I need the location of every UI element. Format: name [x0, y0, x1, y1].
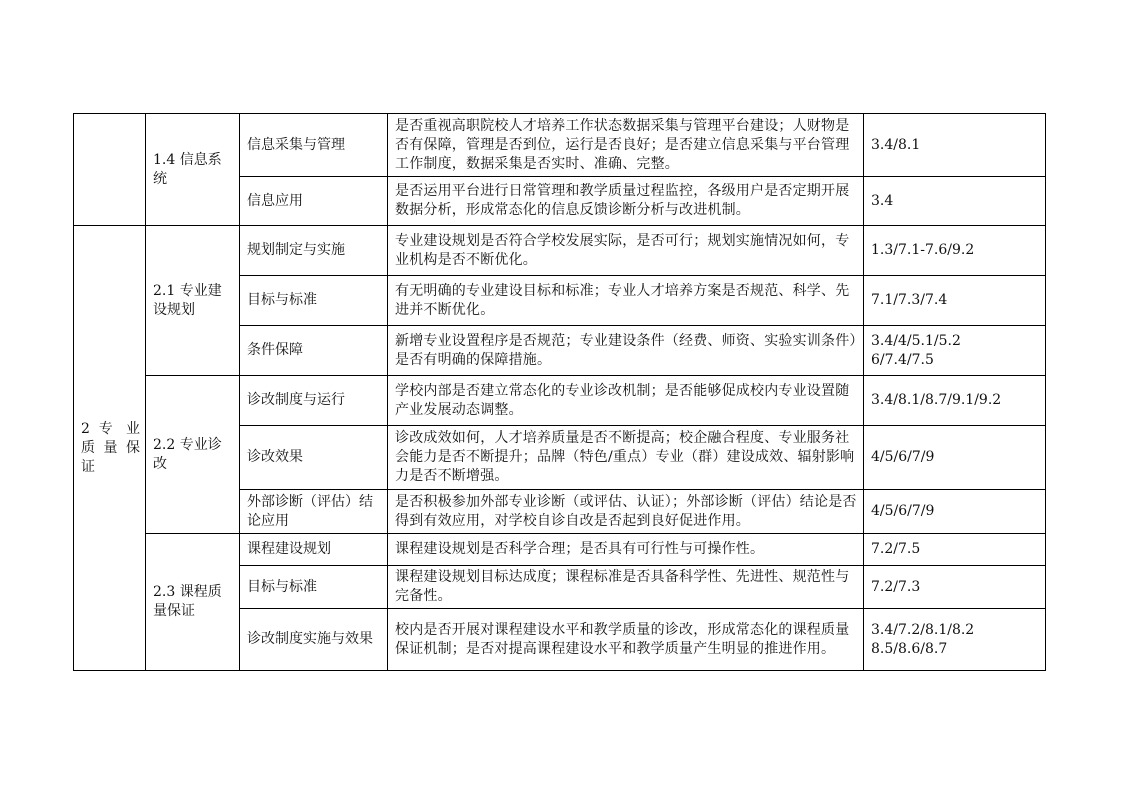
description-cell: 新增专业设置程序是否规范；专业建设条件（经费、师资、实验实训条件）是否有明确的保障措施。 — [388, 326, 864, 376]
reference-cell: 1.3/7.1-7.6/9.2 — [864, 226, 1046, 276]
reference-cell: 3.4/7.2/8.1/8.2 8.5/8.6/8.7 — [864, 609, 1046, 671]
reference-cell: 7.2/7.5 — [864, 534, 1046, 566]
description-cell: 诊改成效如何，人才培养质量是否不断提高；校企融合程度、专业服务社会能力是否不断提升；品牌（特色/重点）专业（群）建设成效、辐射影响力是否不断增强。 — [388, 426, 864, 490]
description-cell: 学校内部是否建立常态化的专业诊改机制；是否能够促成校内专业设置随产业发展动态调整。 — [388, 376, 864, 426]
description-cell: 有无明确的专业建设目标和标准；专业人才培养方案是否规范、科学、先进并不断优化。 — [388, 276, 864, 326]
level3-cell: 目标与标准 — [240, 276, 388, 326]
description-cell: 校内是否开展对课程建设水平和教学质量的诊改，形成常态化的课程质量保证机制；是否对提高课程建设水平和教学质量产生明显的推进作用。 — [388, 609, 864, 671]
reference-cell: 3.4/4/5.1/5.2 6/7.4/7.5 — [864, 326, 1046, 376]
reference-cell: 3.4/8.1 — [864, 114, 1046, 177]
level3-cell: 诊改制度实施与效果 — [240, 609, 388, 671]
level1-cell — [74, 114, 146, 226]
description-cell: 课程建设规划是否科学合理；是否具有可行性与可操作性。 — [388, 534, 864, 566]
description-cell: 专业建设规划是否符合学校发展实际，是否可行；规划实施情况如何，专业机构是否不断优化。 — [388, 226, 864, 276]
level3-cell: 规划制定与实施 — [240, 226, 388, 276]
level1-cell: 2 专 业 质 量 保 证 — [74, 226, 146, 671]
level3-cell: 课程建设规划 — [240, 534, 388, 566]
reference-cell: 3.4 — [864, 177, 1046, 226]
level3-cell: 目标与标准 — [240, 566, 388, 609]
table-row — [74, 376, 1046, 426]
reference-cell: 7.2/7.3 — [864, 566, 1046, 609]
reference-cell: 4/5/6/7/9 — [864, 426, 1046, 490]
description-cell: 是否重视高职院校人才培养工作状态数据采集与管理平台建设；人财物是否有保障，管理是否到位，运行是否良好；是否建立信息采集与平台管理工作制度，数据采集是否实时、准确、完整。 — [388, 114, 864, 177]
table-row — [74, 534, 1046, 566]
level3-cell: 诊改制度与运行 — [240, 376, 388, 426]
reference-cell: 4/5/6/7/9 — [864, 490, 1046, 534]
description-cell: 是否积极参加外部专业诊断（或评估、认证）；外部诊断（评估）结论是否得到有效应用，对学校自诊自改是否起到良好促进作用。 — [388, 490, 864, 534]
level2-cell: 2.1 专业建 设规划 — [146, 226, 240, 376]
description-cell: 课程建设规划目标达成度；课程标准是否具备科学性、先进性、规范性与完备性。 — [388, 566, 864, 609]
level3-cell: 条件保障 — [240, 326, 388, 376]
level2-cell: 1.4 信息系 统 — [146, 114, 240, 226]
reference-cell: 7.1/7.3/7.4 — [864, 276, 1046, 326]
level3-cell: 外部诊断（评估）结论应用 — [240, 490, 388, 534]
level3-cell: 信息应用 — [240, 177, 388, 226]
table-row — [74, 226, 1046, 276]
level2-cell: 2.3 课程质 量保证 — [146, 534, 240, 671]
standards-table — [73, 113, 1046, 671]
level3-cell: 信息采集与管理 — [240, 114, 388, 177]
level2-cell: 2.2 专业诊 改 — [146, 376, 240, 534]
description-cell: 是否运用平台进行日常管理和教学质量过程监控，各级用户是否定期开展数据分析，形成常态化的信息反馈诊断分析与改进机制。 — [388, 177, 864, 226]
reference-cell: 3.4/8.1/8.7/9.1/9.2 — [864, 376, 1046, 426]
table-row — [74, 114, 1046, 177]
level3-cell: 诊改效果 — [240, 426, 388, 490]
